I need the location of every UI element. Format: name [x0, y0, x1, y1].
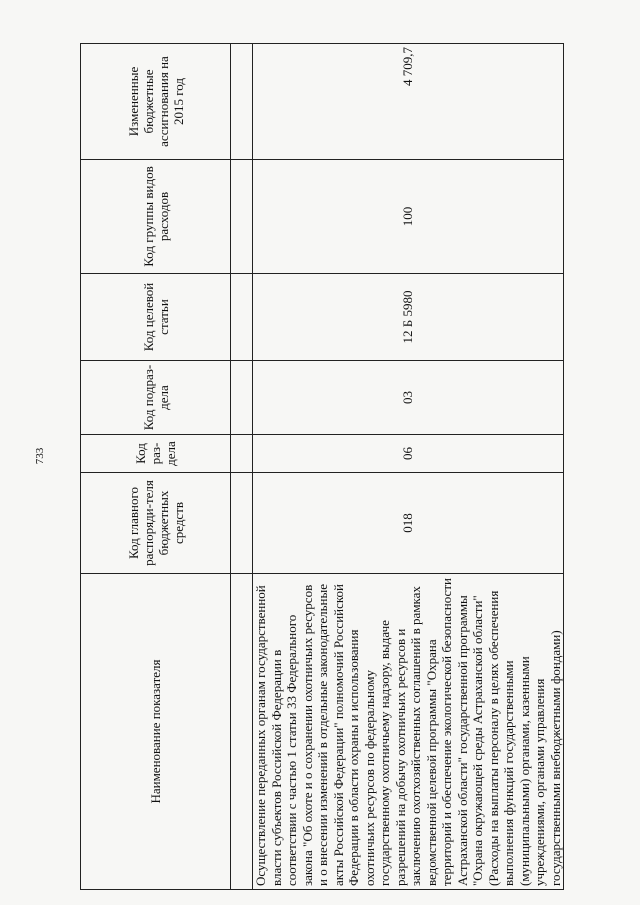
header-subsection-code: Код подраз-дела — [81, 361, 231, 435]
page-number: 733 — [34, 447, 46, 465]
table-header-row — [81, 44, 231, 890]
row-admin-code: 018 — [253, 473, 564, 574]
header-target-code: Код целевой статьи — [81, 274, 231, 361]
header-expense-group-code: Код группы видов расходов — [81, 160, 231, 274]
spacer-cell — [231, 574, 253, 890]
spacer-cell — [231, 435, 253, 473]
spacer-cell — [231, 44, 253, 160]
row-section-code: 06 — [253, 435, 564, 473]
rotated-table-wrapper — [80, 44, 563, 890]
budget-table — [80, 43, 564, 890]
table-spacer-row — [231, 44, 253, 890]
header-section-code: Код раз-дела — [81, 435, 231, 473]
row-expense-group-code: 100 — [253, 160, 564, 274]
spacer-cell — [231, 160, 253, 274]
row-target-code: 12 Б 5980 — [253, 274, 564, 361]
spacer-cell — [231, 274, 253, 361]
row-amount: 4 709,7 — [253, 44, 564, 160]
spacer-cell — [231, 361, 253, 435]
row-name: Осуществление переданных органам государственной власти субъектов Российской Федерации в соответствии с частью 1 статьи 33 Федерального закона "Об охоте и о сохранении охотничьих ресурсов и о внесении изменений в отдельные законодательные акты Российской Федерации" полномочий Российской Федерации в области охраны и использования охотничьих ресурсов по федеральному государственному охотничьему надзору, выдаче разрешений на добычу охотничьих ресурсов и заключению охотхозяйственных соглашений в рамках ведомственной целевой программы "Охрана территорий и обеспечение экологической безопасности Астраханской области" государственной программы "Охрана окружающей среды Астраханской области" (Расходы на выплаты персоналу в целях обеспечения выполнения функций государственными (муниципальными) органами, казенными учреждениями, органами управления государственными внебюджетными фондами) — [253, 574, 564, 890]
header-name: Наименование показателя — [81, 574, 231, 890]
table-row — [253, 44, 564, 890]
header-admin-code: Код главного распоряди-теля бюджетных средств — [81, 473, 231, 574]
spacer-cell — [231, 473, 253, 574]
header-amount: Измененные бюджетные ассигнования на 2015 год — [81, 44, 231, 160]
row-subsection-code: 03 — [253, 361, 564, 435]
